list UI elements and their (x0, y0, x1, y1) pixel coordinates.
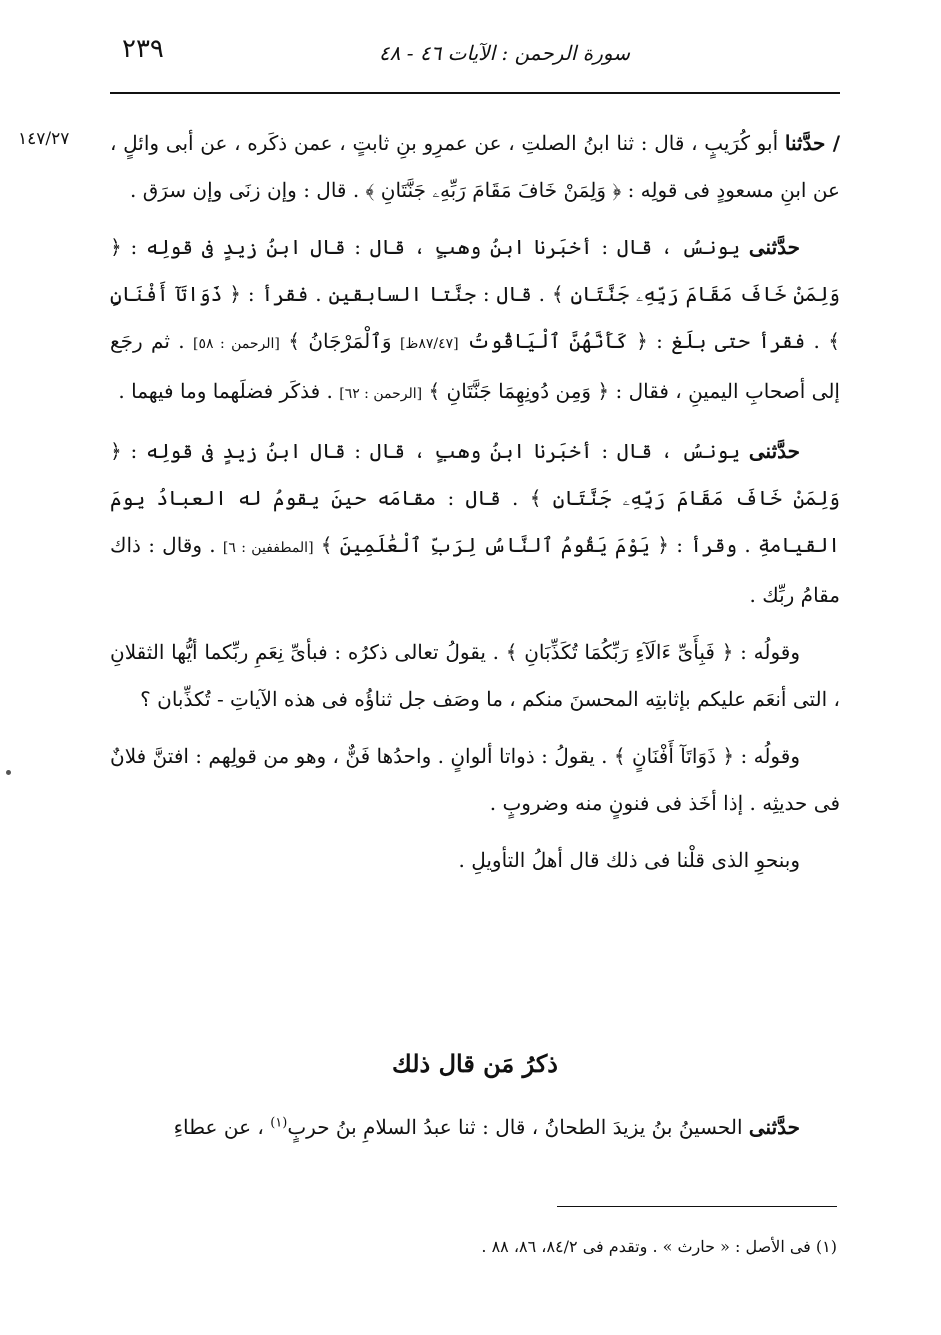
section-heading: ذكرُ مَن قال ذلك (392, 1049, 558, 1078)
footnote-rule (557, 1206, 837, 1207)
main-text (110, 120, 840, 884)
hadith-lead: حدَّثنى (748, 439, 800, 463)
paragraph-text: يونسُ ، قال : أخبَرنا ابنُ وهبٍ ، قال : قال ابنُ زيدٍ فى قولِه : ﴿ وَلِمَنْ خَافَ مَقَامَ رَبِّهِۦ جَنَّتَانِ ﴾ . قال : مقامَه حينَ يقومُ له العبادُ يومَ القيامةِ . وقرأ : ﴿ يَوْمَ يَقُومُ ٱلنَّاسُ لِرَبِّ ٱلْعَٰلَمِينَ ﴾ (110, 439, 840, 557)
page-number: ٢٣٩ (122, 34, 164, 64)
footnote-marker: (١) (270, 1115, 288, 1131)
paragraph-3 (110, 428, 840, 619)
paragraph-text: . وقال : ذاك مقامُ ربِّك . (110, 533, 840, 607)
paragraph-text: وقولُه : ﴿ فَبِأَىِّ ءَالَآءِ رَبِّكُمَا تُكَذِّبَانِ ﴾ . يقولُ تعالى ذكرُه : فبأىِّ نِعَمِ ربِّكما أيُّها الثقلانِ ، التى أنعَم عليكم بإثابتِه المحسنَ منكم ، ما وصَف جل ثناؤُه فى هذه الآياتِ - تُكذِّبان ؟ (110, 640, 840, 711)
margin-dot (6, 770, 11, 775)
paragraph-4 (110, 629, 840, 723)
paragraph-text: يونسُ ، قال : أخبَرنا ابنُ وهبٍ ، قال : قال ابنُ زيدٍ فى قولِه : ﴿ وَلِمَنْ خَافَ مَقَامَ رَبِّهِۦ جَنَّتَانِ ﴾ . قال : جنَّتا السابقين . فقرأ : ﴿ ذَوَاتَآ أَفْنَانٍ ﴾ . فقرأ حتى بلَغ : ﴿ كَأَنَّهُنَّ ٱلْيَاقُوتُ (110, 235, 840, 353)
paragraph-6 (110, 837, 840, 884)
hadith-lead: حدَّثنى (748, 235, 800, 259)
paragraph-text: . فذكَر فضلَهما وما فيهما . (118, 379, 340, 403)
paragraph-2 (110, 224, 840, 418)
manuscript-ref: [٨٧/٤٧ظ] (399, 336, 459, 352)
header-rule (110, 92, 840, 94)
paragraph-text: وبنحوِ الذى قلْنا فى ذلك قال أهلُ التأويلِ . (458, 848, 800, 872)
hadith-lead: / حدَّثنا (784, 131, 841, 155)
verse-ref: [المطففين : ٦] (222, 540, 314, 556)
running-title: سورة الرحمن : الآيات ٤٦ - ٤٨ (378, 41, 630, 65)
footnote: (١) فى الأصل : « حارث » . وتقدم فى ٨٤/٢، ٨٦، ٨٨ . (481, 1237, 837, 1256)
paragraph-text: ، عن عطاءِ (173, 1115, 271, 1139)
paragraph-text: . ثم رجَع إلى أصحابِ اليمينِ ، فقال : ﴿ وَمِن دُونِهِمَا جَنَّتَانِ ﴾ (110, 329, 840, 403)
hadith-lead: حدَّثنى (748, 1115, 800, 1139)
paragraph-5 (110, 733, 840, 827)
paragraph-text: وقولُه : ﴿ ذَوَاتَآ أَفْنَانٍ ﴾ . يقولُ : ذواتا ألوانٍ . واحدُها فَنٌّ ، وهو من قولِهم : افتنَّ فلانٌ فى حديثِه . إذا أخَذ فى فنونٍ منه وضروبٍ . (110, 744, 840, 815)
verse-ref: [الرحمن : ٥٨] (193, 336, 280, 352)
verse-ref: [الرحمن : ٦٢] (339, 386, 423, 402)
paragraph-7 (110, 1104, 840, 1151)
paragraph-text: وَٱلْمَرْجَانُ ﴾ (279, 329, 400, 353)
margin-reference: ١٤٧/٢٧ (18, 129, 70, 149)
paragraph-text: أبو كُرَيبٍ ، قال : ثنا ابنُ الصلتِ ، عن عمرِو بنِ ثابتٍ ، عمن ذكَره ، عن أبى وائلٍ ، عن ابنِ مسعودٍ فى قولِه : ﴿ وَلِمَنْ خَافَ مَقَامَ رَبِّهِۦ جَنَّتَانِ ﴾ . قال : وإن زنَى وإن سرَق . (110, 131, 840, 202)
paragraph-text: الحسينُ بنُ يزيدَ الطحانُ ، قال : ثنا عبدُ السلامِ بنُ حربٍ (287, 1115, 749, 1139)
paragraph-1 (110, 120, 840, 214)
